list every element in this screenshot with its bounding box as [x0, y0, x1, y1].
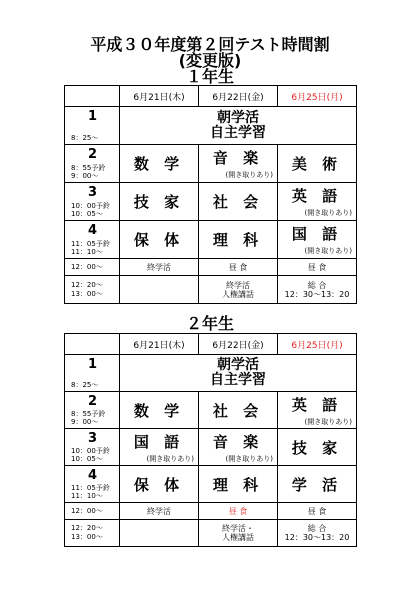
period-time: 8：25～ [71, 381, 99, 389]
day-header: 6月21日(木) [120, 86, 199, 107]
subject-label: 社 会 [212, 193, 264, 211]
listening-note: (開き取りあり) [225, 454, 273, 463]
subject-cell [199, 183, 278, 221]
subject-cell [199, 429, 278, 466]
activity-cell: 昼 食 [199, 259, 278, 276]
grade1-timetable [64, 85, 357, 304]
subject-cell [278, 392, 357, 429]
subject-cell [199, 466, 278, 503]
row-time: 12：00～ [65, 259, 120, 276]
subject-label: 国 語 [291, 225, 343, 243]
subject-label: 理 科 [212, 475, 264, 494]
period-row [65, 392, 357, 429]
period-number: 3 [87, 185, 98, 200]
subject-label: 理 科 [212, 231, 264, 249]
period-time: 11：05予鈴 11：10～ [71, 240, 110, 256]
day-header: 6月22日(金) [199, 334, 278, 355]
subject-label: 保 体 [133, 475, 185, 494]
period-row [65, 183, 357, 221]
period-row [65, 466, 357, 503]
period-row [65, 221, 357, 259]
lunch-row [65, 503, 357, 520]
row-time: 12：20～ 13：00～ [65, 520, 120, 547]
period-cell [65, 392, 120, 429]
afternoon-row [65, 520, 357, 547]
activity-cell: 終学活 人権講話 [199, 276, 278, 304]
afternoon-row [65, 276, 357, 304]
subject-label: 社 会 [212, 401, 264, 420]
subject-cell [278, 183, 357, 221]
period-number: 3 [87, 431, 98, 446]
activity-cell: 終学活 [120, 259, 199, 276]
subject-label: 美 術 [291, 155, 343, 173]
activity-cell: 昼 食 [199, 503, 278, 520]
day-header: 6月25日(月) [278, 334, 357, 355]
grade1-heading: １年生 [185, 67, 234, 86]
period-cell [65, 107, 120, 145]
activity-cell: 終学活 [120, 503, 199, 520]
header-row [65, 86, 357, 107]
corner-cell [65, 334, 120, 355]
subject-label: 数 学 [133, 155, 185, 173]
subject-cell [120, 392, 199, 429]
subject-label: 音 楽 [212, 432, 264, 451]
period-number: 2 [87, 147, 98, 162]
subject-label: 英 語 [291, 395, 343, 414]
row-time: 12：00～ [65, 503, 120, 520]
period-cell [65, 221, 120, 259]
period-cell [65, 429, 120, 466]
subject-cell [199, 145, 278, 183]
page-subtitle: (変更版) [178, 51, 242, 70]
day-header: 6月22日(金) [199, 86, 278, 107]
period-cell [65, 355, 120, 392]
activity-cell: 昼 食 [278, 503, 357, 520]
day-header: 6月25日(月) [278, 86, 357, 107]
activity-cell: 総 合 12：30～13：20 [278, 276, 357, 304]
subject-cell [120, 221, 199, 259]
listening-note: (開き取りあり) [304, 417, 352, 426]
subject-cell [199, 221, 278, 259]
corner-cell [65, 86, 120, 107]
period-time: 10：00予鈴 10：05～ [71, 447, 110, 463]
subject-cell [199, 392, 278, 429]
subject-label: 学 活 [291, 475, 343, 494]
merged-cell: 朝学活 自主学習 [120, 355, 357, 392]
period-cell [65, 145, 120, 183]
subject-label: 技 家 [291, 438, 343, 457]
empty-cell [120, 520, 199, 547]
subject-cell [120, 183, 199, 221]
subject-cell [278, 429, 357, 466]
period-row [65, 107, 357, 145]
subject-cell [278, 221, 357, 259]
activity-cell: 昼 食 [278, 259, 357, 276]
subject-cell [278, 466, 357, 503]
subject-label: 英 語 [291, 187, 343, 205]
subject-cell [120, 466, 199, 503]
grade2-timetable [64, 333, 357, 547]
listening-note: (開き取りあり) [146, 454, 194, 463]
period-row [65, 145, 357, 183]
row-time: 12：20～ 13：00～ [65, 276, 120, 304]
lunch-row [65, 259, 357, 276]
page-title: 平成３０年度第２回テスト時間割 [90, 35, 330, 54]
period-number: 4 [87, 468, 98, 483]
period-row [65, 355, 357, 392]
subject-label: 数 学 [133, 401, 185, 420]
period-cell [65, 183, 120, 221]
subject-label: 国 語 [133, 432, 185, 451]
activity-cell: 総 合 12：30～13：20 [278, 520, 357, 547]
period-time: 10：00予鈴 10：05～ [71, 202, 110, 218]
period-number: 2 [87, 394, 98, 409]
subject-label: 保 体 [133, 231, 185, 249]
period-number: 1 [87, 357, 98, 372]
subject-cell [278, 145, 357, 183]
merged-cell: 朝学活 自主学習 [120, 107, 357, 145]
activity-cell: 終学活・ 人権講話 [199, 520, 278, 547]
subject-cell [120, 429, 199, 466]
subject-label: 音 楽 [212, 149, 264, 167]
period-time: 8：55予鈴 9：00～ [71, 410, 106, 426]
listening-note: (開き取りあり) [225, 171, 273, 179]
grade2-heading: ２年生 [185, 314, 234, 333]
day-header: 6月21日(木) [120, 334, 199, 355]
period-row [65, 429, 357, 466]
listening-note: (開き取りあり) [304, 209, 352, 217]
period-time: 8：55予鈴 9：00～ [71, 164, 106, 180]
period-number: 1 [87, 109, 98, 124]
subject-label: 技 家 [133, 193, 185, 211]
period-number: 4 [87, 223, 98, 238]
subject-cell [120, 145, 199, 183]
empty-cell [120, 276, 199, 304]
header-row [65, 334, 357, 355]
period-cell [65, 466, 120, 503]
listening-note: (開き取りあり) [304, 247, 352, 255]
period-time: 8：25～ [71, 134, 99, 142]
period-time: 11：05予鈴 11：10～ [71, 484, 110, 500]
